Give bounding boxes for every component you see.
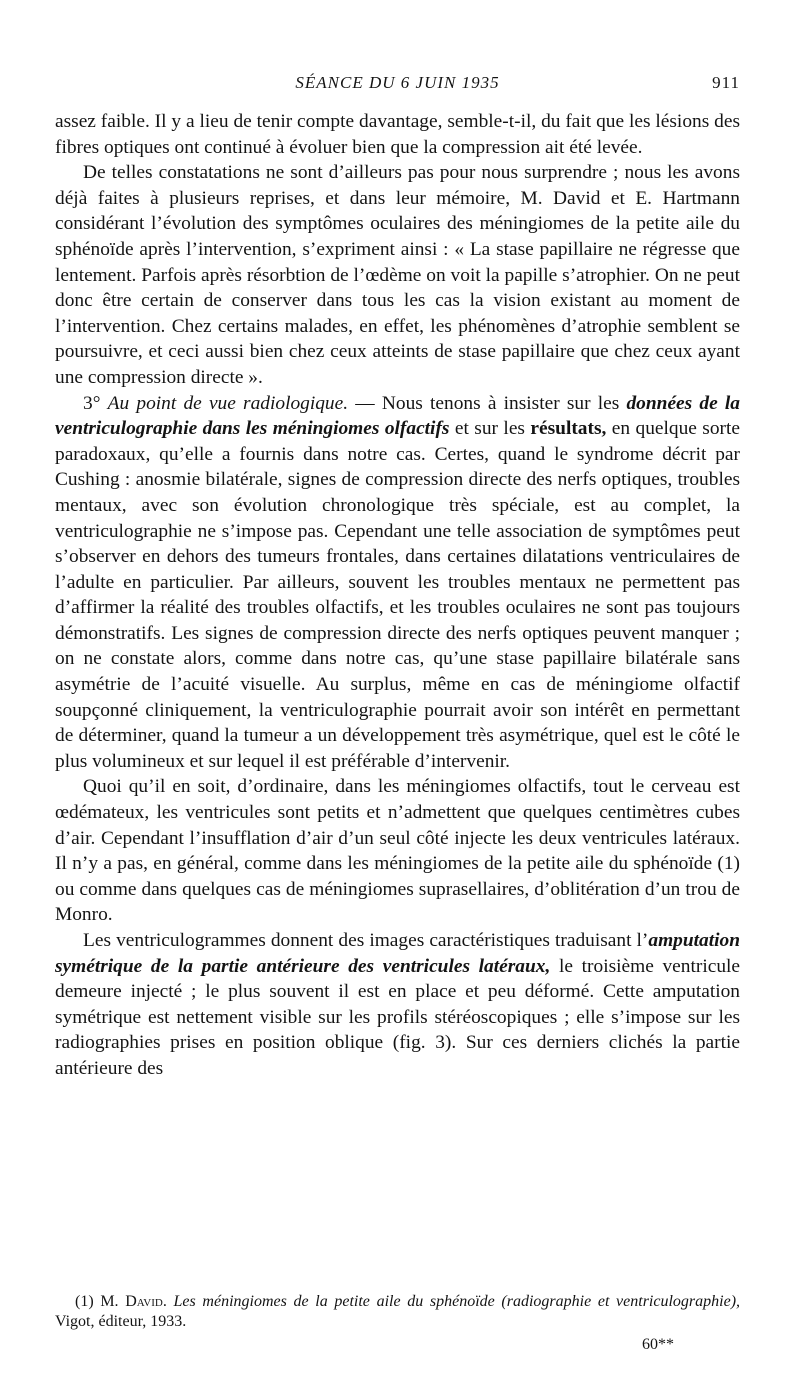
footnote-publisher: Vigot, éditeur, 1933. (55, 1313, 187, 1330)
emphasis-results: résultats, (530, 418, 607, 440)
running-header (55, 73, 740, 99)
emphasis-ventriculography-data: données de la ventriculographie dans les méningiomes olfactifs (55, 392, 740, 440)
paragraph-3-lead: — Nous tenons à insister sur les (348, 392, 627, 414)
footnote-author: M. David. (100, 1293, 167, 1310)
paragraph-5-rest: le troisième ventricule demeure injecté ; le plus souvent il est en place et peu déformé. Cette amputation symétrique est nettement visible sur les profils stéréoscopiques ; elle s’impose sur les radiographies prises en position oblique (fig. 3). Sur ces derniers clichés la partie antérieure des (55, 955, 741, 1079)
body-text (55, 109, 740, 1082)
paragraph-5-lead: Les ventriculogrammes donnent des images caractéristiques traduisant l’ (83, 930, 649, 951)
footnote (55, 1292, 740, 1332)
paragraph-3 (55, 391, 740, 775)
paragraph-3-rest: en quelque sorte paradoxaux, qu’elle a fournis dans notre cas. Certes, quand le syndrome décrit par Cushing : anosmie bilatérale, signes de compression directe des nerfs optiques, troubles mentaux, avec son évolution chronologique très spéciale, est au complet, la ventriculographie ne s’impose pas. Cependant une telle association de symptômes peut s’observer en dehors des tumeurs frontales, dans certaines dilatations ventriculaires de l’adulte en particulier. Par ailleurs, souvent les troubles mentaux ne permettent pas d’affirmer la réalité des troubles olfactifs, et les troubles oculaires ne sont pas toujours démonstratifs. Les signes de compression directe des nerfs optiques peuvent manquer ; on ne constate alors, comme dans notre cas, qu’une stase papillaire bilatérale sans asymétrie de l’acuité visuelle. Au surplus, même en cas de méningiome olfactif soupçonné cliniquement, la ventriculographie pourrait avoir son intérêt en permettant de déterminer, quand la tumeur a un développement très asymétrique, quel est le côté le plus volumineux et sur lequel il est préférable d’intervenir. (55, 418, 741, 772)
paragraph-4: Quoi qu’il en soit, d’ordinaire, dans les méningiomes olfactifs, tout le cerveau est œdémateux, les ventricules sont petits et n’admettent que quelques centimètres cubes d’air. Cependant l’insufflation d’air d’un seul côté injecte les deux ventricules latéraux. Il n’y a pas, en général, comme dans les méningiomes de la petite aile du sphénoïde (1) ou comme dans quelques cas de méningiomes suprasellaires, d’oblitération d’un trou de Monro. (55, 776, 740, 926)
section-heading: Au point de vue radiologique. (107, 392, 349, 414)
emphasis-symmetric-amputation: amputation symétrique de la partie antérieure des ventricules latéraux, (55, 930, 740, 977)
paragraph-3-mid: et sur les (449, 418, 531, 440)
section-number: 3° (83, 392, 101, 414)
footnote-marker: (1) (75, 1293, 94, 1310)
footnote-title: Les méningiomes de la petite aile du sphénoïde (radiographie et ventriculographie), (173, 1293, 741, 1310)
paragraph-2: De telles constatations ne sont d’ailleurs pas pour nous surprendre ; nous les avons déjà faites à plusieurs reprises, et dans leur mémoire, M. David et E. Hartmann considérant l’évolution des symptômes oculaires des méningiomes de la petite aile du sphénoïde après l’intervention, s’expriment ainsi : « La stase papillaire ne régresse que lentement. Parfois après résorbtion de l’œdème on voit la papille s’atrophier. On ne peut donc être certain de conserver dans tous les cas la vision existant au moment de l’intervention. Chez certains malades, en effet, les phénomènes d’atrophie semblent se poursuivre, et ceci aussi bien chez ceux atteints de stase papillaire que chez ceux ayant une compression directe ». (55, 162, 740, 388)
paragraph-5 (55, 928, 740, 1082)
page-number: 911 (712, 73, 740, 92)
running-title: SÉANCE DU 6 JUIN 1935 (295, 73, 500, 92)
paragraph-1: assez faible. Il y a lieu de tenir compte davantage, semble-t-il, du fait que les lésions des fibres optiques ont continué à évoluer bien que la compression ait été levée. (55, 111, 740, 158)
signature-mark: 60** (642, 1336, 674, 1353)
